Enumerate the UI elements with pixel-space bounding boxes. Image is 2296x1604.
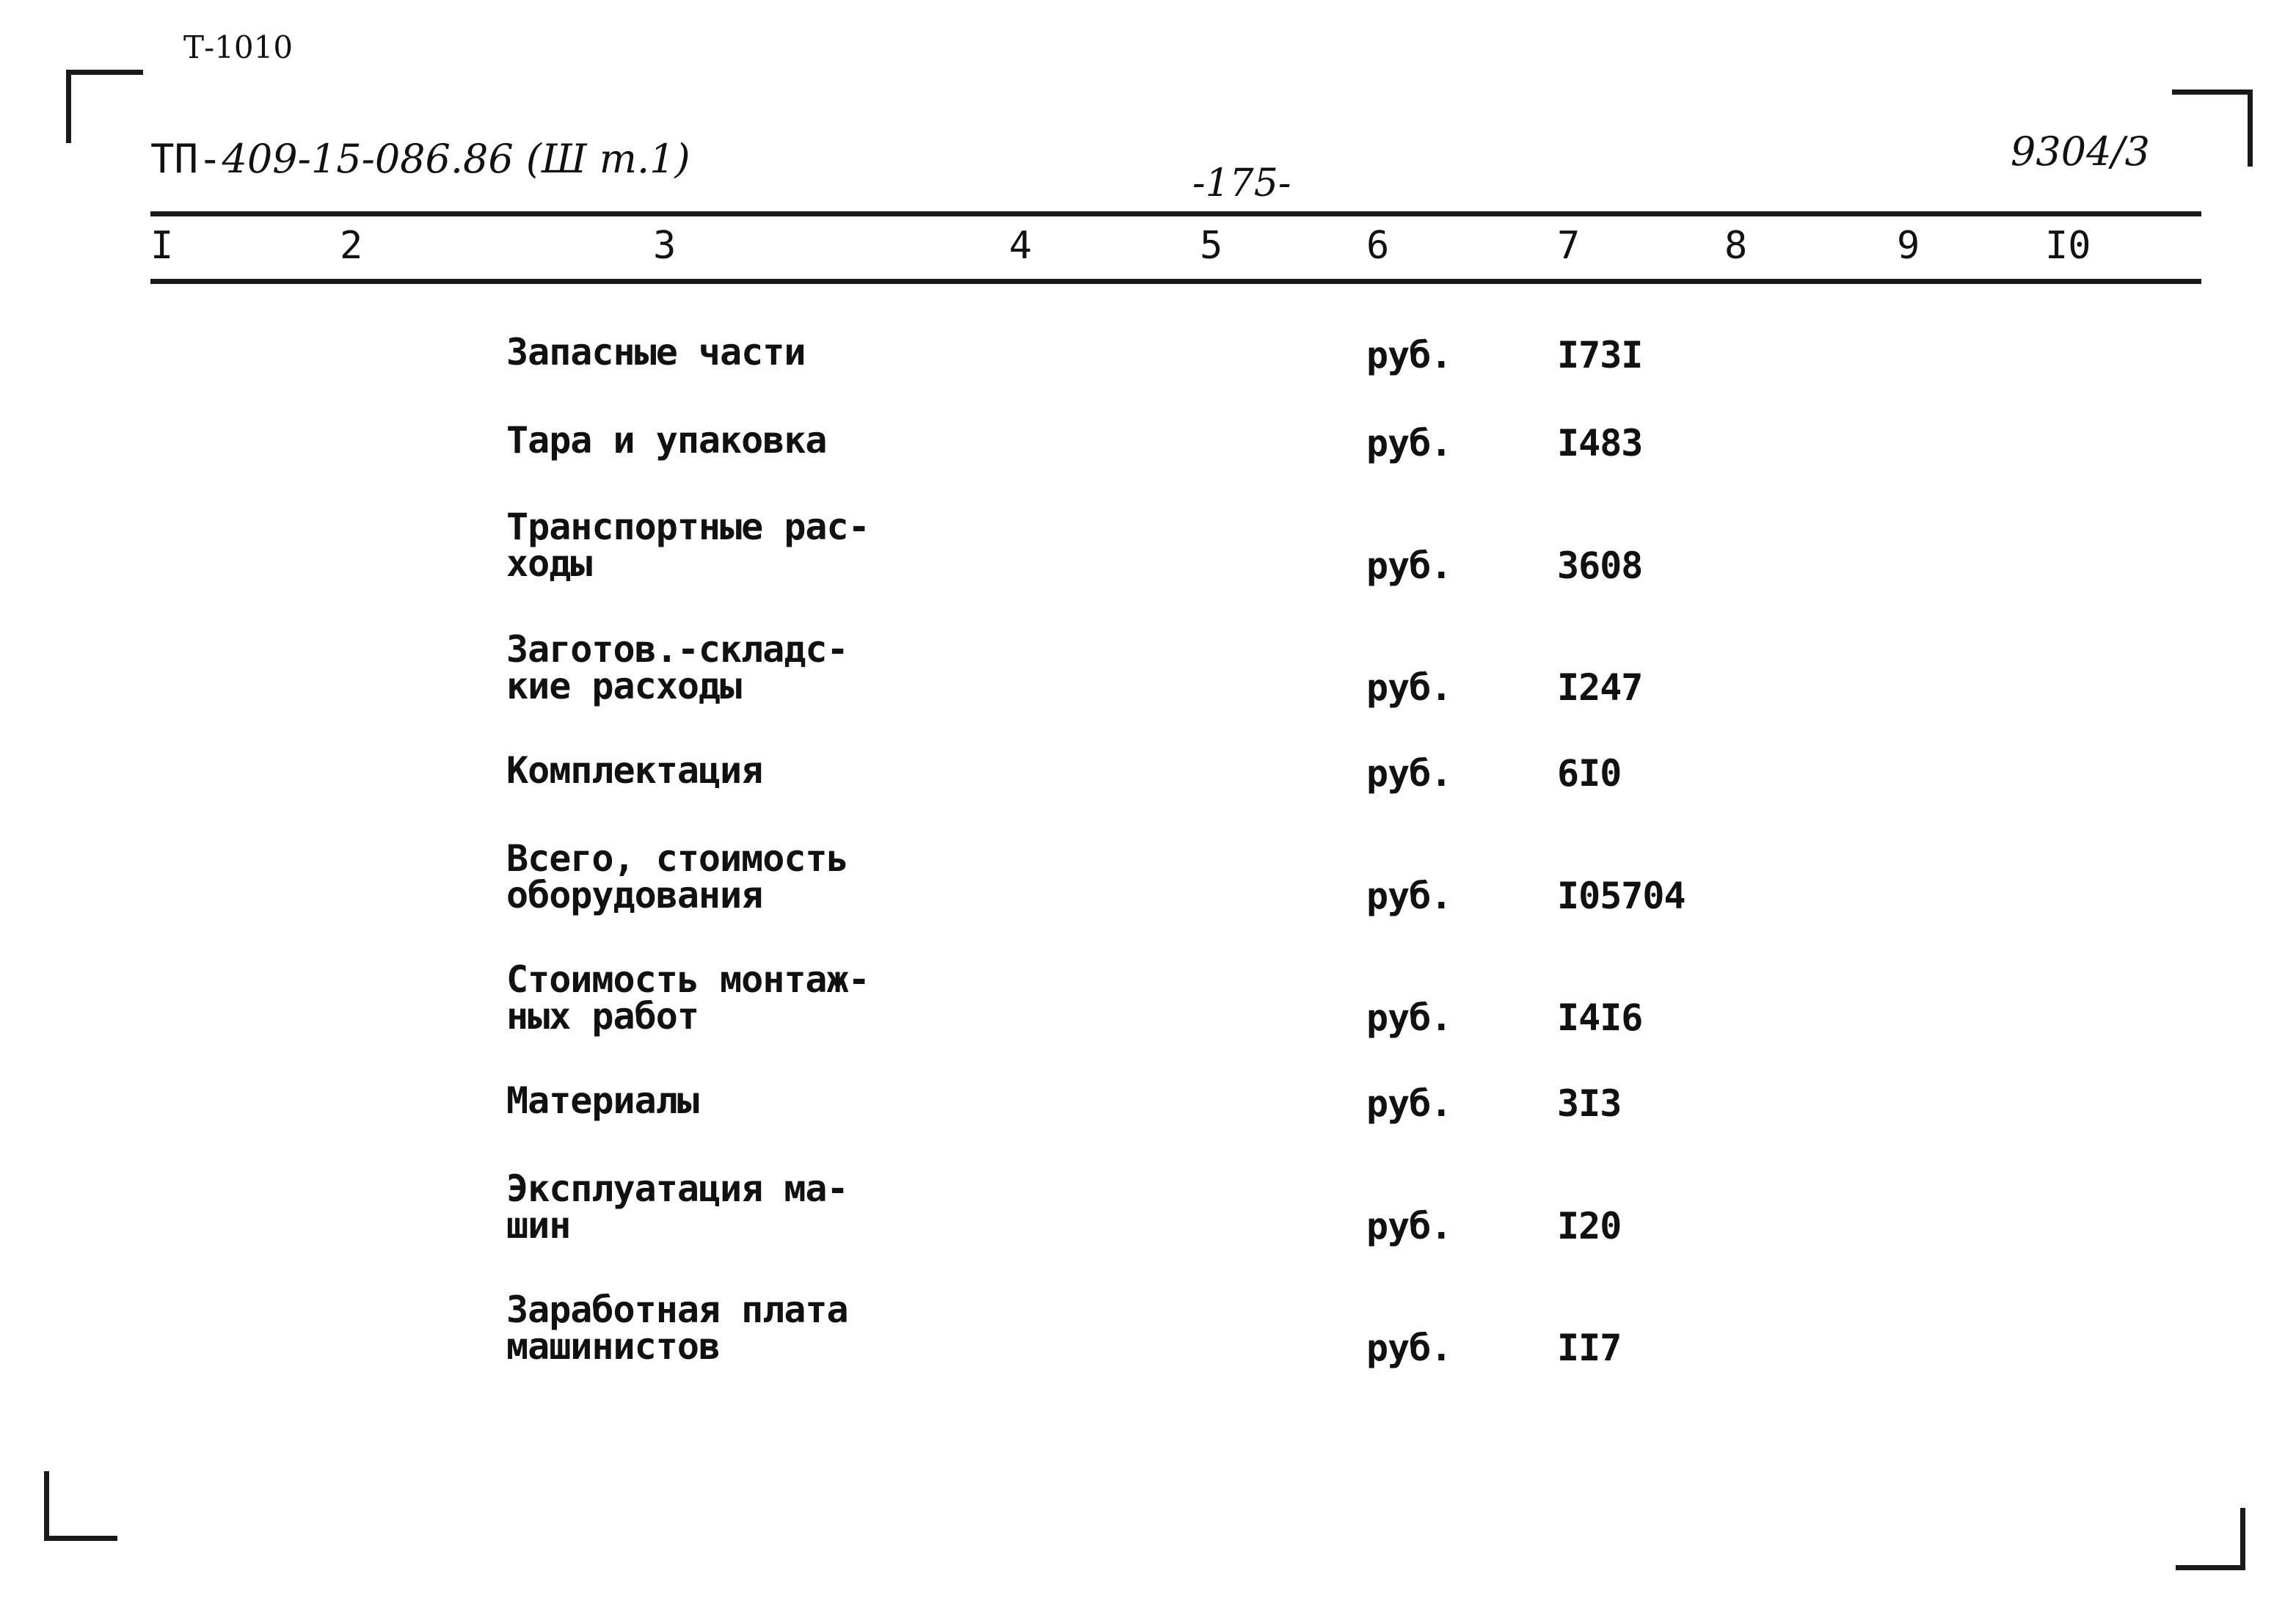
corner-mark-top-right-v [2248,90,2253,167]
row-unit: руб. [1366,1082,1452,1125]
row-unit: руб. [1366,752,1452,795]
sheet-reference: 9304/3 [2011,128,2150,175]
header-rule-bottom [150,279,2201,284]
row-value: I73I [1557,334,1643,376]
row-unit: руб. [1366,422,1452,464]
row-item-name [506,1167,848,1247]
row-item-name-line2: шин [506,1204,571,1247]
document-series-code: Т-1010 [183,29,294,65]
corner-mark-top-left-h [66,70,143,75]
row-unit: руб. [1366,1205,1452,1247]
corner-mark-bottom-right-v [2240,1508,2245,1570]
project-code [150,136,690,182]
row-item-name-line1: Заработная плата [506,1288,848,1331]
corner-mark-bottom-left-h [44,1536,117,1541]
row-value: 6I0 [1557,752,1622,795]
row-unit: руб. [1366,666,1452,709]
row-value: I05704 [1557,875,1685,917]
column-number-10: I0 [2045,224,2091,268]
row-unit: руб. [1366,1327,1452,1369]
corner-mark-bottom-left-v [44,1471,49,1541]
row-item-name-line2: ных работ [506,995,699,1038]
row-item-name [506,958,870,1038]
project-code-prefix: ТП- [150,136,222,182]
row-item-name [506,628,848,707]
row-item-name-line2: машинистов [506,1325,721,1368]
row-item-name [506,506,870,585]
row-item-name: Материалы [506,1079,699,1122]
row-item-name-line1: Всего, стоимость [506,837,848,880]
row-unit: руб. [1366,875,1452,917]
row-item-name-line1: Транспортные рас- [506,506,870,548]
page-number: -175- [1192,161,1291,205]
column-number-4: 4 [1009,224,1032,268]
column-number-5: 5 [1200,224,1223,268]
column-number-2: 2 [340,224,363,268]
row-value: I247 [1557,666,1643,709]
row-item-name: Тара и упаковка [506,419,827,462]
row-value: I483 [1557,422,1643,464]
corner-mark-top-right-h [2172,90,2253,95]
row-value: 3608 [1557,544,1643,587]
row-unit: руб. [1366,996,1452,1039]
row-item-name: Запасные части [506,331,806,373]
row-item-name-line1: Стоимость монтаж- [506,958,870,1001]
corner-mark-top-left-v [66,70,71,143]
row-item-name-line2: ходы [506,542,592,585]
column-number-8: 8 [1724,224,1748,268]
row-unit: руб. [1366,544,1452,587]
row-item-name [506,1288,848,1368]
row-value: 3I3 [1557,1082,1622,1125]
project-code-handwritten: 409-15-086.86 (Ш т.1) [222,136,690,182]
row-unit: руб. [1366,334,1452,376]
row-item-name-line1: Заготов.-складс- [506,628,848,671]
row-item-name-line1: Эксплуатация ма- [506,1167,848,1210]
column-number-1: I [150,224,174,268]
column-number-3: 3 [653,224,677,268]
row-value: II7 [1557,1327,1622,1369]
row-value: I20 [1557,1205,1622,1247]
row-item-name-line2: кие расходы [506,665,742,707]
column-number-9: 9 [1897,224,1920,268]
row-value: I4I6 [1557,996,1643,1039]
header-rule-top [150,211,2201,216]
row-item-name [506,837,848,916]
column-number-6: 6 [1366,224,1390,268]
row-item-name-line2: оборудования [506,874,763,916]
corner-mark-bottom-right-h [2176,1565,2245,1570]
column-number-7: 7 [1557,224,1581,268]
row-item-name: Комплектация [506,749,763,792]
